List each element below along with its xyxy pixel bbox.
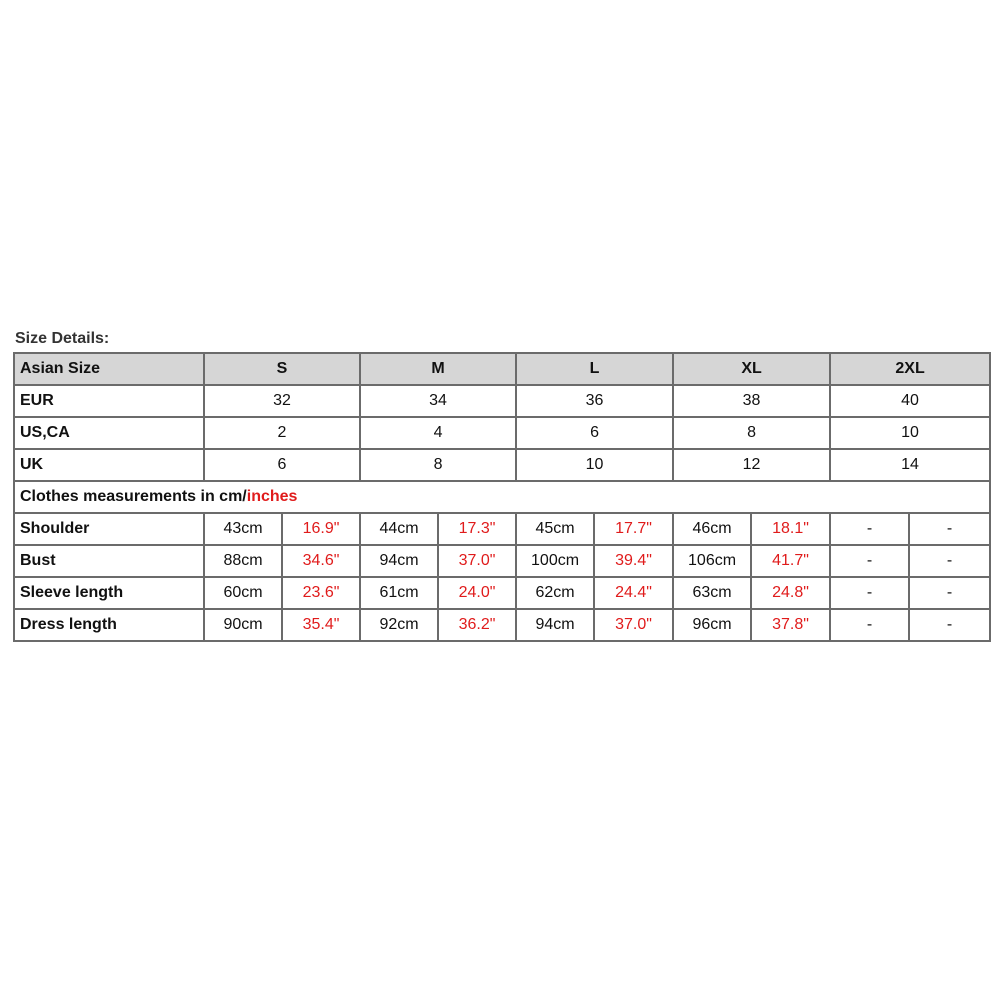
inch-cell: 24.8": [751, 577, 830, 609]
row-label-shoulder: Shoulder: [14, 513, 204, 545]
inch-cell: 41.7": [751, 545, 830, 577]
size-header-s: S: [204, 353, 360, 385]
inch-cell: -: [909, 513, 990, 545]
inch-cell: 24.0": [438, 577, 516, 609]
cm-cell: -: [830, 513, 909, 545]
cm-cell: 63cm: [673, 577, 751, 609]
table-cell: 6: [204, 449, 360, 481]
table-cell: 6: [516, 417, 673, 449]
cm-cell: 43cm: [204, 513, 282, 545]
row-label-bust: Bust: [14, 545, 204, 577]
inch-cell: -: [909, 609, 990, 641]
table-cell: 34: [360, 385, 516, 417]
table-row: [14, 577, 990, 609]
table-cell: 14: [830, 449, 990, 481]
table-cell: 32: [204, 385, 360, 417]
inch-cell: 17.7": [594, 513, 673, 545]
table-row: [14, 545, 990, 577]
inch-cell: 34.6": [282, 545, 360, 577]
cm-cell: 45cm: [516, 513, 594, 545]
table-cell: 10: [830, 417, 990, 449]
asian-size-label: Asian Size: [14, 353, 204, 385]
size-header-xl: XL: [673, 353, 830, 385]
table-cell: 38: [673, 385, 830, 417]
inch-cell: 39.4": [594, 545, 673, 577]
inch-cell: 37.0": [438, 545, 516, 577]
table-row: [14, 385, 990, 417]
table-cell: 4: [360, 417, 516, 449]
inch-cell: 18.1": [751, 513, 830, 545]
inch-cell: 37.8": [751, 609, 830, 641]
inch-cell: 23.6": [282, 577, 360, 609]
size-header-m: M: [360, 353, 516, 385]
inch-cell: -: [909, 577, 990, 609]
row-label-sleeve-length: Sleeve length: [14, 577, 204, 609]
section-label-unit: inches: [246, 488, 298, 505]
table-row: [14, 417, 990, 449]
row-label-eur: EUR: [14, 385, 204, 417]
table-row: [14, 449, 990, 481]
cm-cell: 46cm: [673, 513, 751, 545]
cm-cell: 61cm: [360, 577, 438, 609]
cm-cell: -: [830, 609, 909, 641]
inch-cell: 17.3": [438, 513, 516, 545]
section-row: [14, 481, 990, 513]
cm-cell: 94cm: [360, 545, 438, 577]
inch-cell: -: [909, 545, 990, 577]
cm-cell: 44cm: [360, 513, 438, 545]
size-details-caption: Size Details:: [15, 330, 110, 347]
cm-cell: 94cm: [516, 609, 594, 641]
cm-cell: 90cm: [204, 609, 282, 641]
row-label-uk: UK: [14, 449, 204, 481]
table-cell: 10: [516, 449, 673, 481]
size-header-2xl: 2XL: [830, 353, 990, 385]
header-row: [14, 353, 990, 385]
cm-cell: 100cm: [516, 545, 594, 577]
section-label-text: Clothes measurements in cm/: [20, 488, 247, 505]
inch-cell: 24.4": [594, 577, 673, 609]
size-chart-table: [13, 352, 991, 642]
cm-cell: 88cm: [204, 545, 282, 577]
cm-cell: -: [830, 577, 909, 609]
table-row: [14, 513, 990, 545]
measurements-section-label: [14, 481, 990, 513]
cm-cell: 60cm: [204, 577, 282, 609]
size-header-l: L: [516, 353, 673, 385]
table-cell: 36: [516, 385, 673, 417]
inch-cell: 16.9": [282, 513, 360, 545]
row-label-dress-length: Dress length: [14, 609, 204, 641]
inch-cell: 36.2": [438, 609, 516, 641]
inch-cell: 35.4": [282, 609, 360, 641]
table-row: [14, 609, 990, 641]
cm-cell: -: [830, 545, 909, 577]
table-cell: 8: [673, 417, 830, 449]
table-cell: 2: [204, 417, 360, 449]
inch-cell: 37.0": [594, 609, 673, 641]
table-cell: 12: [673, 449, 830, 481]
cm-cell: 92cm: [360, 609, 438, 641]
cm-cell: 62cm: [516, 577, 594, 609]
row-label-us-ca: US,CA: [14, 417, 204, 449]
table-cell: 40: [830, 385, 990, 417]
cm-cell: 106cm: [673, 545, 751, 577]
cm-cell: 96cm: [673, 609, 751, 641]
table-cell: 8: [360, 449, 516, 481]
